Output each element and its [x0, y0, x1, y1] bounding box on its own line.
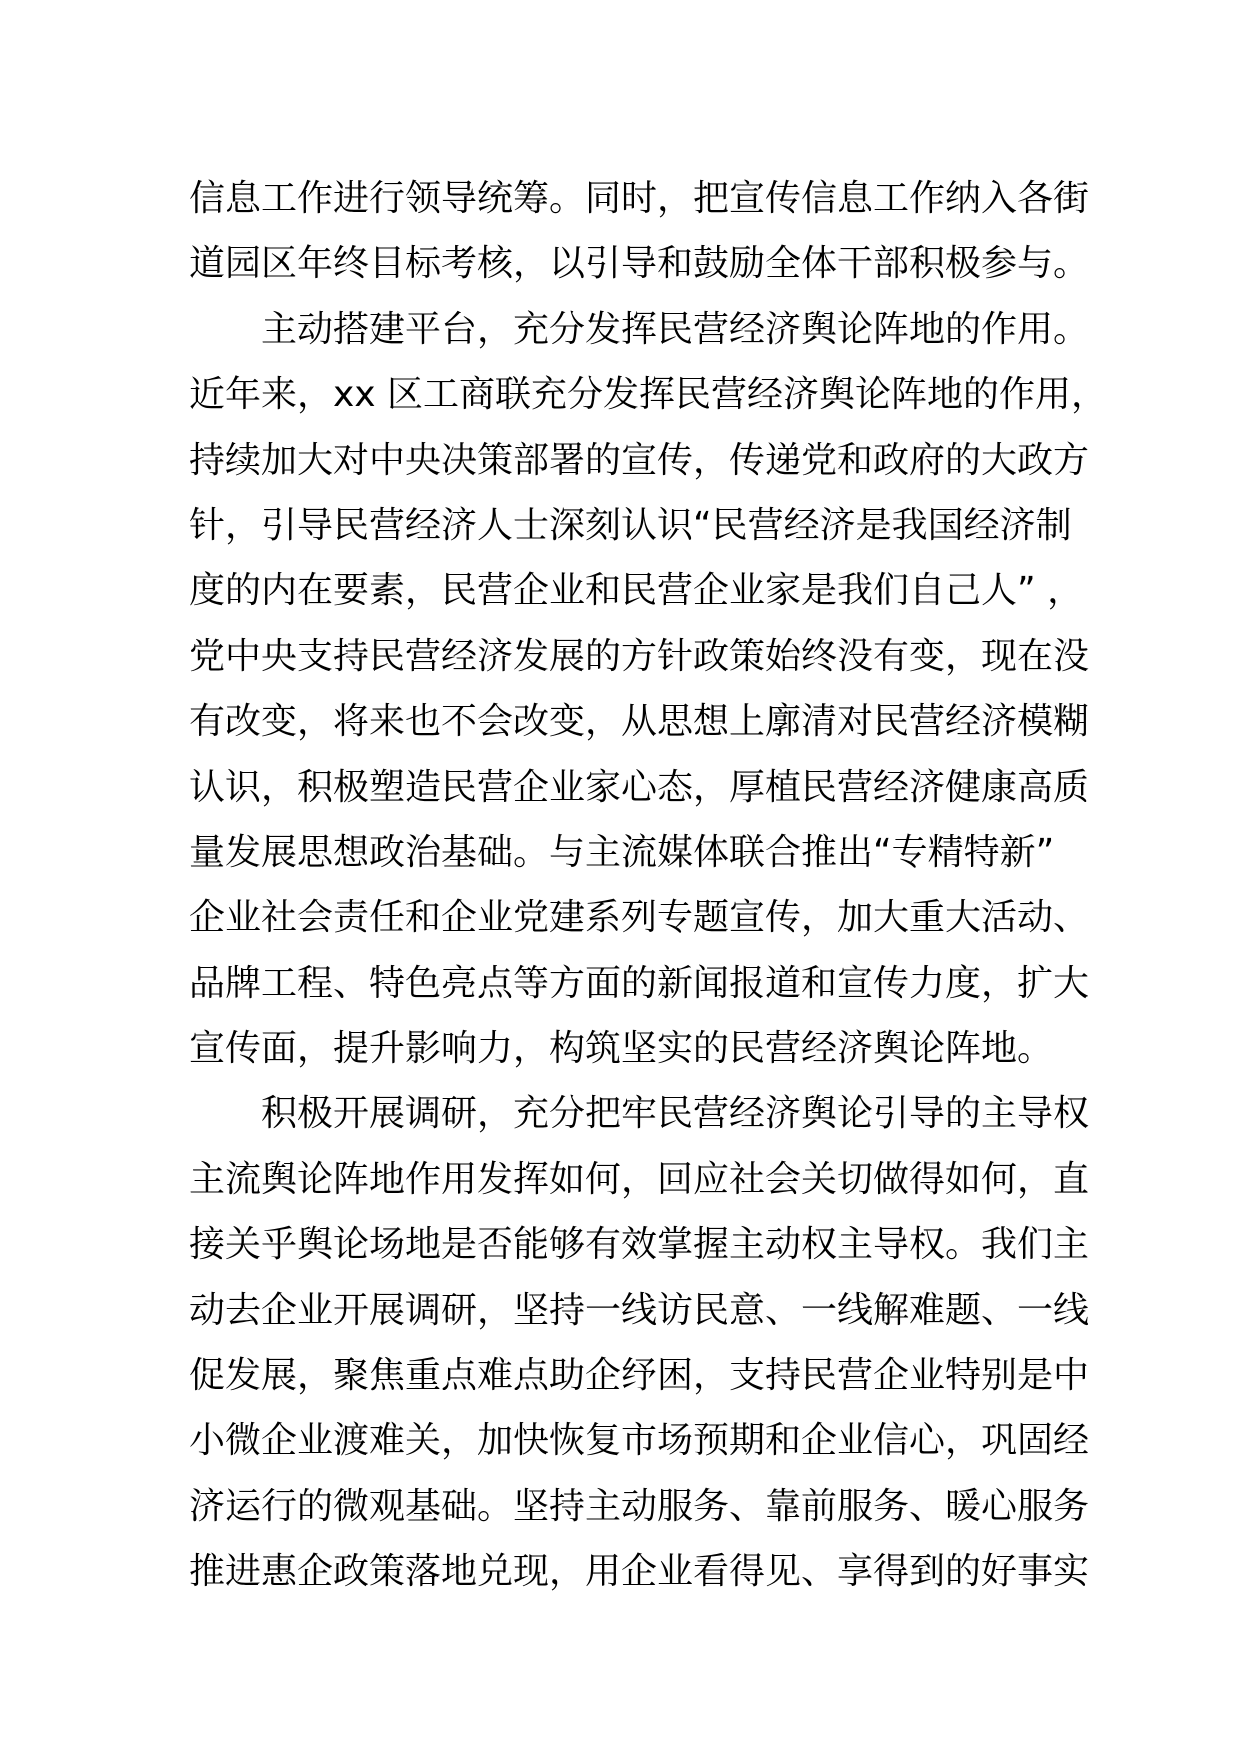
text-line: 接关乎舆论场地是否能够有效掌握主动权主导权。我们主 [189, 1224, 1090, 1266]
text-line: 认识，积极塑造民营企业家心态，厚植民营经济健康高质 [189, 766, 1090, 808]
section-heading: 主动搭建平台，充分发挥民营经济舆论阵地的作用。 [261, 308, 1090, 350]
text-line: 宣传面，提升影响力，构筑坚实的民营经济舆论阵地。 [189, 1028, 1054, 1070]
text-line: 针，引导民营经济人士深刻认识“民营经济是我国经济制 [189, 504, 1072, 546]
text-line: 有改变，将来也不会改变，从思想上廓清对民营经济模糊 [189, 701, 1090, 743]
text-line: 主流舆论阵地作用发挥如何，回应社会关切做得如何，直 [189, 1158, 1090, 1200]
text-line: 信息工作进行领导统筹。同时，把宣传信息工作纳入各街 [189, 178, 1090, 219]
text-line: 近年来，xx 区工商联充分发挥民营经济舆论阵地的作用， [189, 374, 1108, 416]
text-line: 量发展思想政治基础。与主流媒体联合推出“专精特新” [189, 831, 1055, 873]
text-line: 党中央支持民营经济发展的方针政策始终没有变，现在没 [189, 635, 1090, 677]
text-line: 度的内在要素，民营企业和民营企业家是我们自己人” ， [189, 570, 1084, 612]
text-line: 动去企业开展调研，坚持一线访民意、一线解难题、一线 [189, 1289, 1090, 1331]
text-line: 济运行的微观基础。坚持主动服务、靠前服务、暖心服务 [189, 1485, 1090, 1527]
text-line: 道园区年终目标考核，以引导和鼓励全体干部积极参与。 [189, 243, 1090, 285]
document-body [189, 166, 1108, 1605]
text-line: 促发展，聚焦重点难点助企纾困，支持民营企业特别是中 [189, 1355, 1090, 1397]
text-line: 企业社会责任和企业党建系列专题宣传，加大重大活动、 [189, 897, 1090, 939]
text-line: 品牌工程、特色亮点等方面的新闻报道和宣传力度，扩大 [189, 962, 1090, 1004]
text-line: 推进惠企政策落地兑现，用企业看得见、享得到的好事实 [189, 1551, 1090, 1593]
text-line: 小微企业渡难关，加快恢复市场预期和企业信心，巩固经 [189, 1420, 1090, 1462]
section-heading: 积极开展调研，充分把牢民营经济舆论引导的主导权 [261, 1093, 1090, 1135]
text-line: 持续加大对中央决策部署的宣传，传递党和政府的大政方 [189, 439, 1090, 481]
